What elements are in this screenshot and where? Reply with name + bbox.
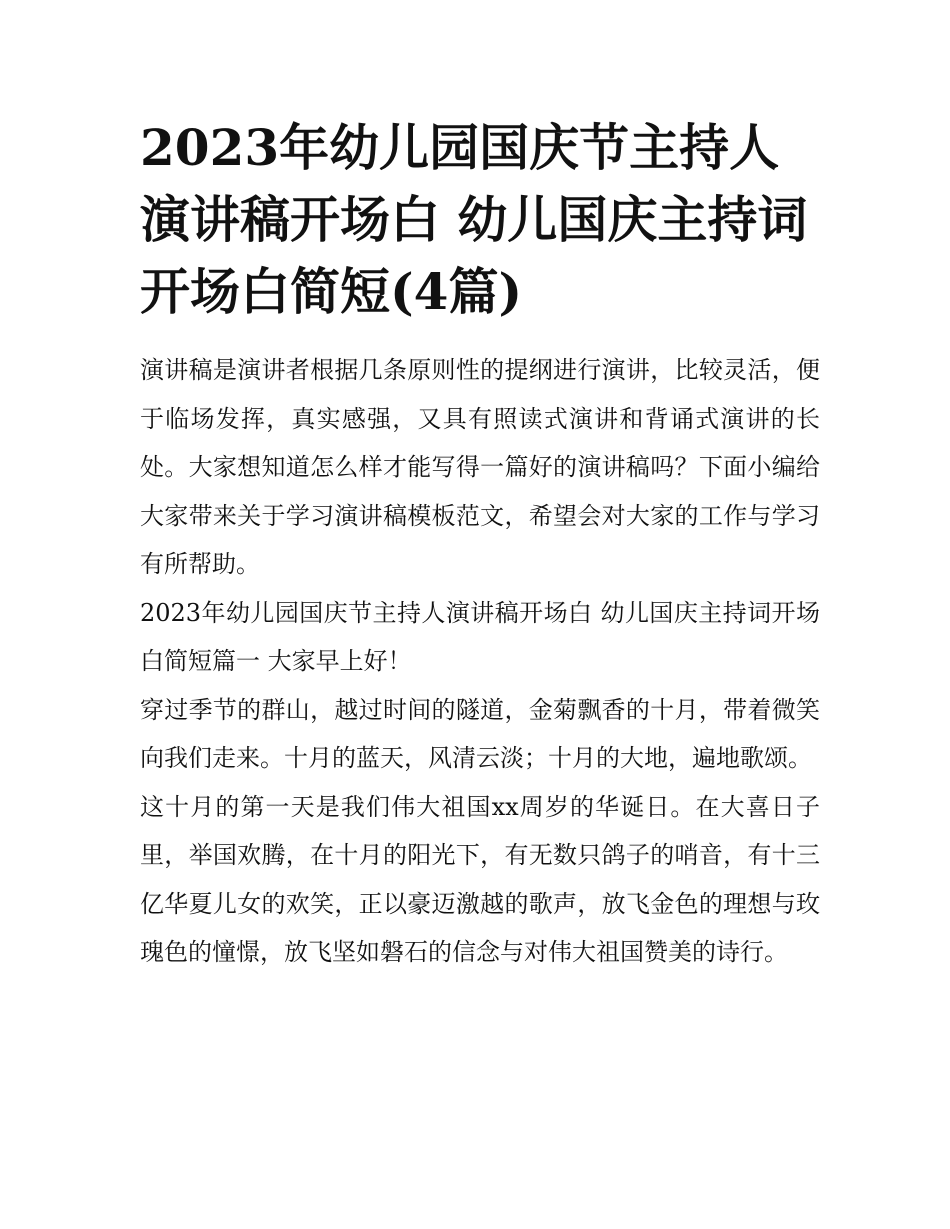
document-title: 2023年幼儿园国庆节主持人演讲稿开场白 幼儿国庆主持词开场白简短(4篇): [140, 118, 808, 321]
document-body: [140, 346, 820, 977]
paragraph-national-day: 这十月的第一天是我们伟大祖国xx周岁的华诞日。在大喜日子里，举国欢腾，在十月的阳光下，有无数只鸽子的哨音，有十三亿华夏儿女的欢笑，正以豪迈激越的歌声，放飞金色的理想与玫瑰色的憧憬，放飞坚如磐石的信念与对伟大祖国赞美的诗行。: [140, 792, 820, 966]
document-page: [140, 112, 820, 977]
paragraph-season: 穿过季节的群山，越过时间的隧道，金菊飘香的十月，带着微笑向我们走来。十月的蓝天，风清云淡；十月的大地，遍地歌颂。: [140, 695, 820, 772]
paragraph-section-heading: 2023年幼儿园国庆节主持人演讲稿开场白 幼儿国庆主持词开场白简短篇一 大家早上好！: [140, 598, 820, 675]
paragraph-intro: 演讲稿是演讲者根据几条原则性的提纲进行演讲，比较灵活，便于临场发挥，真实感强，又具有照读式演讲和背诵式演讲的长处。大家想知道怎么样才能写得一篇好的演讲稿吗？下面小编给大家带来关于学习演讲稿模板范文，希望会对大家的工作与学习有所帮助。: [140, 356, 820, 578]
